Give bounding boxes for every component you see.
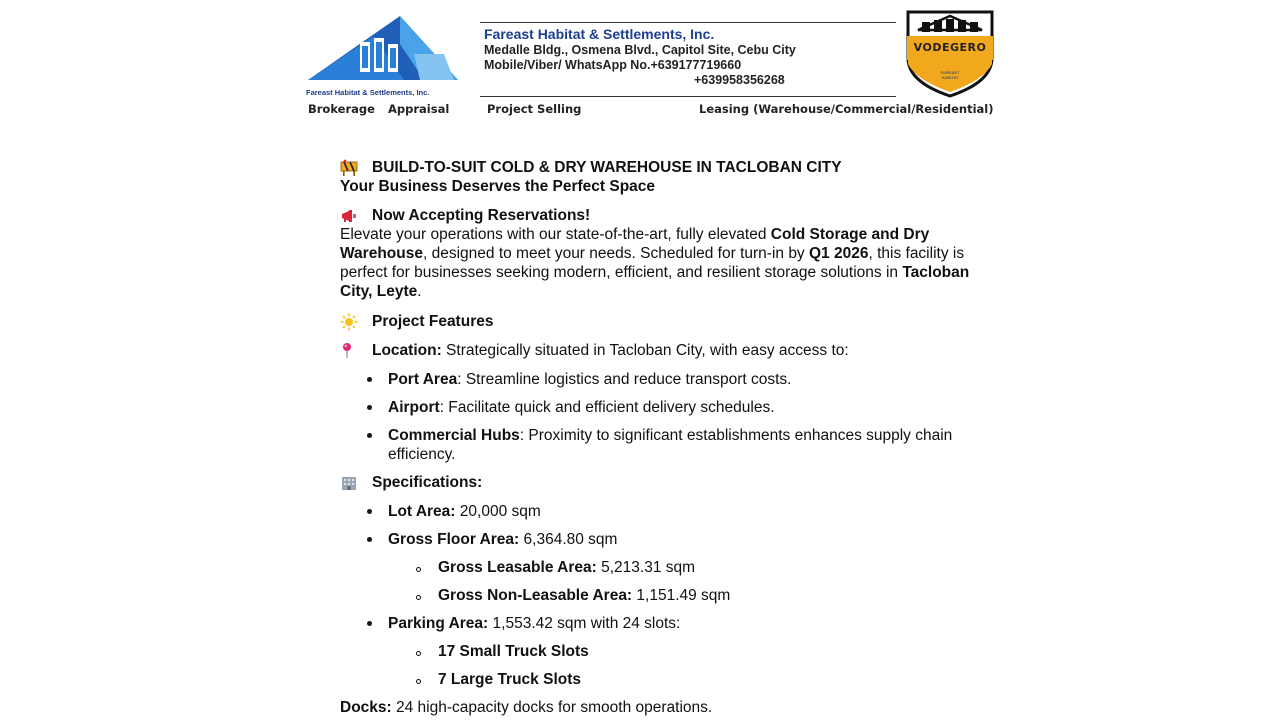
megaphone-icon	[340, 207, 358, 225]
intro-highlight: Tacloban City, Leyte	[340, 264, 970, 300]
spec-label: Lot Area:	[388, 503, 456, 520]
list-item	[340, 614, 980, 689]
location-label: Location:	[372, 342, 442, 359]
access-label: Airport	[388, 399, 440, 416]
letterhead	[300, 8, 1000, 123]
sub-list	[340, 558, 980, 605]
service-leasing: Leasing (Warehouse/Commercial/Residential)	[699, 102, 994, 116]
sub-list-item	[340, 586, 980, 605]
intro-text: Elevate your operations with our state-of-the-art, fully elevated	[340, 226, 771, 243]
sub-list	[340, 642, 980, 689]
spec-value: 6,364.80 sqm	[519, 531, 618, 548]
specs-list	[340, 502, 980, 689]
features-heading: Project Features	[372, 313, 494, 330]
reservations-heading-row	[340, 206, 980, 225]
specs-heading: Specifications:	[372, 474, 483, 491]
service-appraisal: Appraisal	[388, 102, 450, 116]
phone-line: Mobile/Viber/ WhatsApp No.+639177719660	[484, 58, 742, 72]
access-text: : Streamline logistics and reduce transport costs.	[457, 371, 792, 388]
spec-label: Gross Non-Leasable Area:	[438, 587, 633, 604]
service-project-selling: Project Selling	[487, 102, 582, 116]
list-item	[340, 398, 980, 417]
divider	[480, 96, 896, 97]
location-row	[340, 341, 980, 360]
service-brokerage: Brokerage	[308, 102, 375, 116]
access-text: : Facilitate quick and efficient delivery schedules.	[439, 399, 775, 416]
company-logo	[300, 8, 465, 100]
listing-subtitle: Your Business Deserves the Perfect Space	[340, 178, 656, 195]
intro-text: , this facility is perfect for businesses seeking modern, efficient, and resilient storage solutions in	[340, 245, 965, 281]
specs-heading-row	[340, 473, 980, 492]
spec-value: 5,213.31 sqm	[596, 559, 696, 576]
access-label: Commercial Hubs	[388, 427, 520, 444]
spec-label: Docks:	[340, 699, 392, 716]
list-item	[340, 502, 980, 521]
address: Medalle Bldg., Osmena Blvd., Capitol Site, Cebu City	[484, 43, 796, 57]
vodegero-label: VODEGERO	[907, 36, 993, 60]
services-row	[300, 102, 1000, 118]
spec-value: 20,000 sqm	[455, 503, 541, 520]
intro-highlight: Cold Storage and Dry Warehouse	[340, 226, 930, 262]
pushpin-icon	[340, 342, 358, 360]
logo-caption: Fareast Habitat & Settlements, Inc.	[306, 88, 430, 97]
listing-title: BUILD-TO-SUIT COLD & DRY WAREHOUSE IN TACLOBAN CITY	[372, 159, 842, 176]
sub-list-item: 17 Small Truck Slots	[340, 642, 980, 661]
spec-label: Gross Leasable Area:	[438, 559, 597, 576]
access-label: Port Area	[388, 371, 458, 388]
intro-text: .	[417, 283, 422, 300]
sparkle-icon	[340, 313, 358, 331]
construction-sign-icon	[340, 159, 358, 177]
list-item	[340, 530, 980, 605]
spec-value: 24 high-capacity docks for smooth operations.	[391, 699, 713, 716]
sub-list-item	[340, 558, 980, 577]
spec-label: Parking Area:	[388, 615, 489, 632]
list-item	[340, 426, 980, 464]
intro-highlight: Q1 2026	[809, 245, 869, 262]
listing-content	[340, 158, 980, 717]
intro-text: , designed to meet your needs. Scheduled for turn-in by	[422, 245, 809, 262]
access-list	[340, 370, 980, 464]
sub-list-item: 7 Large Truck Slots	[340, 670, 980, 689]
vodegero-logo	[904, 8, 996, 98]
spec-label: Gross Floor Area:	[388, 531, 520, 548]
phone-line-2: +639958356268	[694, 73, 785, 87]
office-building-icon	[340, 474, 358, 492]
reservations-heading: Now Accepting Reservations!	[372, 207, 591, 224]
spec-value: 1,151.49 sqm	[632, 587, 731, 604]
location-text: Strategically situated in Tacloban City, with easy access to:	[441, 342, 849, 359]
divider	[480, 22, 896, 23]
vodegero-sub: FAREAST HABITAT	[940, 70, 960, 80]
features-heading-row	[340, 312, 980, 331]
list-item	[340, 370, 980, 389]
intro-paragraph	[340, 225, 980, 301]
docks-line	[340, 698, 980, 717]
listing-title-row	[340, 158, 980, 177]
pyramid-logo-icon	[304, 14, 460, 90]
company-name: Fareast Habitat & Settlements, Inc.	[484, 26, 715, 42]
access-text: : Proximity to significant establishments enhances supply chain efficiency.	[388, 427, 953, 463]
spec-value: 1,553.42 sqm with 24 slots:	[488, 615, 681, 632]
